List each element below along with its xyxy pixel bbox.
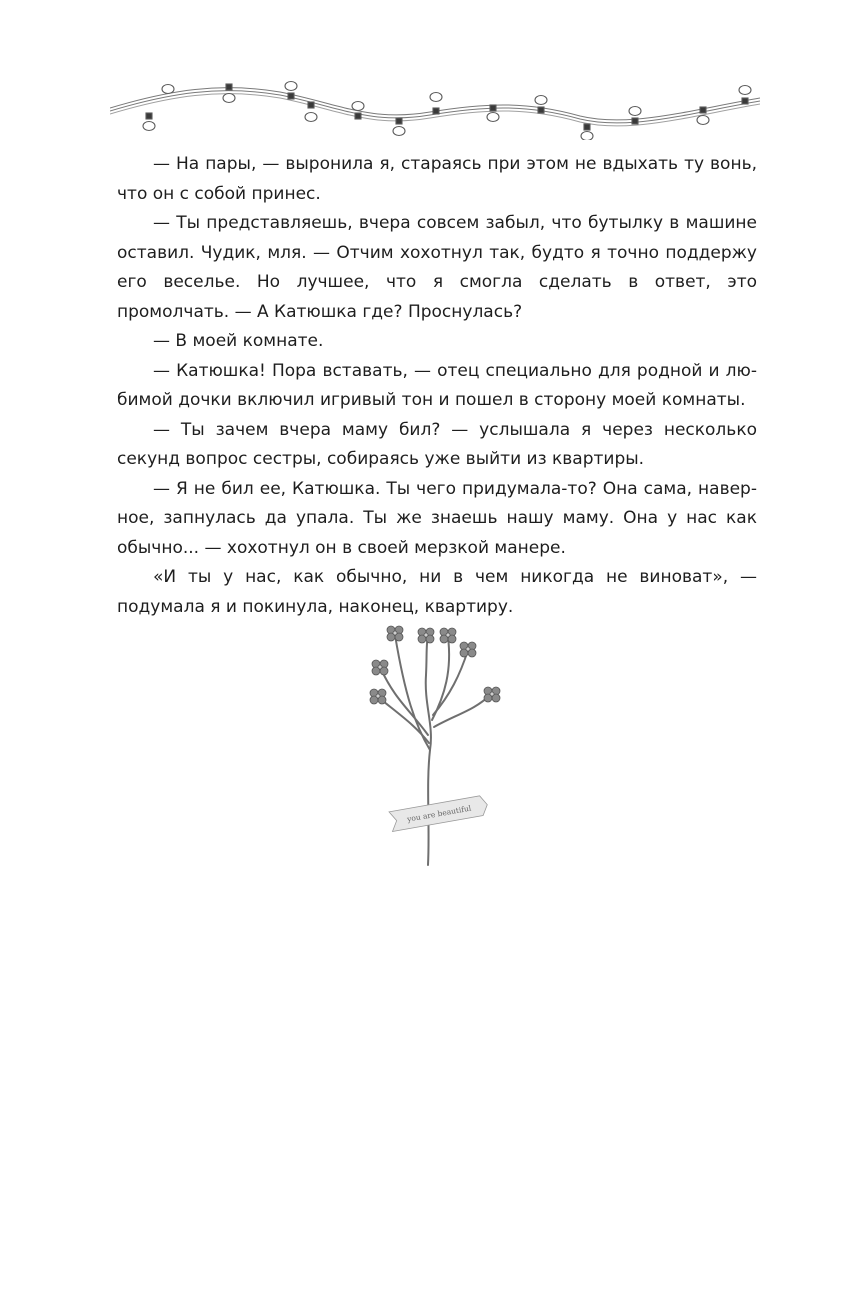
paragraph: — Катюшка! Пора вставать, — отец специально для родной и любимой дочки включил игривый тон и пошел в сторону моей комнаты. [117,360,757,410]
paragraph: — Я не бил ее, Катюшка. Ты чего придумала-то? Она сама, наверное, запнулась да упала. Ты же знаешь нашу маму. Она у нас как обычно... — хохотнул он в своей мерзкой манере. [117,478,757,558]
paragraph: — Ты зачем вчера маму бил? — услышала я через несколько секунд вопрос сестры, собираясь уже выйти из квартиры. [117,419,757,469]
paragraph: — Ты представляешь, вчера совсем забыл, что бутылку в машине оставил. Чудик, мля. — Отчим хохотнул так, будто я точно поддержу его веселье. Но лучшее, что я смогла сделать в ответ, это промолчать. — А Катюшка где? Проснулась? [117,213,757,322]
body-text [117,150,757,622]
paragraph: — На пары, — выронила я, стараясь при этом не вдыхать ту вонь, что он с собой принес. [117,154,757,204]
paragraph: «И ты у нас, как обычно, ни в чем никогда не виноват», — подумала я и покинула, наконец, квартиру. [117,567,757,617]
garland-lights-icon [110,80,760,140]
paragraph: — В моей комнате. [153,331,324,351]
ribbon-text: you are beautiful [406,803,472,824]
flower-sprig-icon [360,615,520,870]
